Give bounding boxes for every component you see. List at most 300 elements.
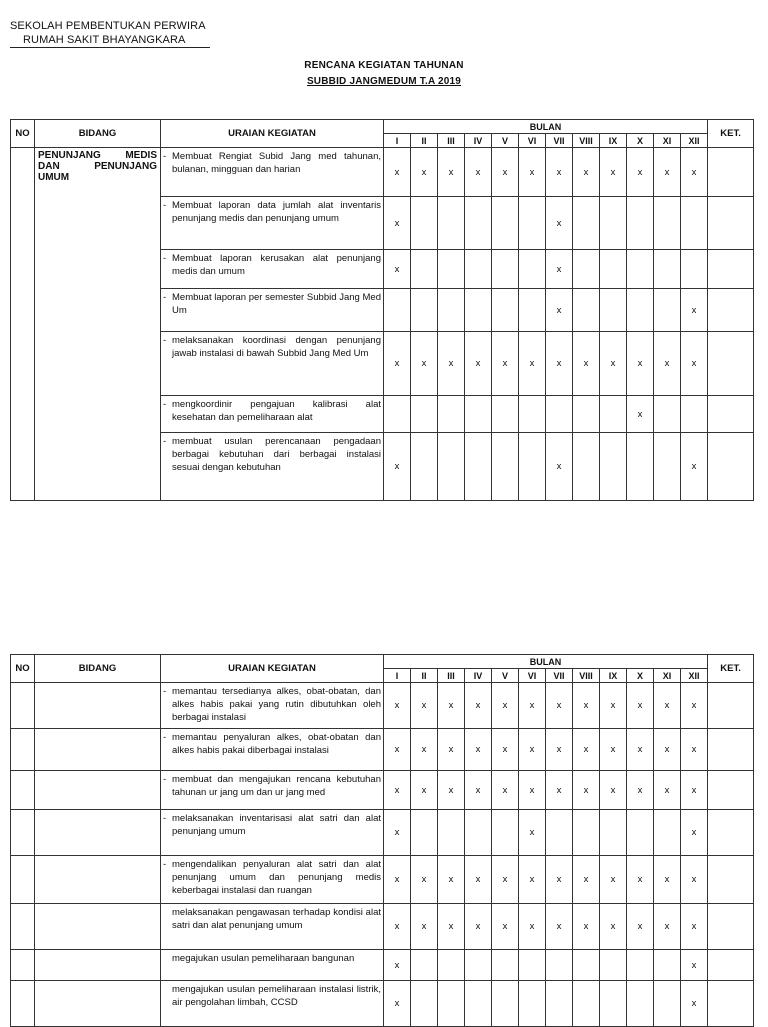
month-mark: x — [600, 332, 627, 396]
month-mark: x — [384, 683, 411, 729]
month-mark — [654, 197, 681, 250]
month-mark — [492, 396, 519, 433]
month-mark — [600, 197, 627, 250]
month-mark — [573, 433, 600, 501]
month-mark: x — [627, 771, 654, 810]
ket-cell — [708, 771, 754, 810]
month-mark: x — [384, 856, 411, 904]
month-mark: x — [384, 904, 411, 950]
table-row — [11, 904, 754, 950]
ket-cell — [708, 250, 754, 289]
month-mark: x — [627, 856, 654, 904]
month-mark: x — [384, 981, 411, 1027]
activity-description — [161, 197, 384, 250]
header-month: VIII — [573, 669, 600, 683]
month-mark — [438, 289, 465, 332]
header-month: IX — [600, 134, 627, 148]
activity-description — [161, 856, 384, 904]
month-mark — [573, 289, 600, 332]
month-mark — [438, 197, 465, 250]
month-mark: x — [546, 148, 573, 197]
month-mark — [600, 250, 627, 289]
header-month: VII — [546, 669, 573, 683]
month-mark: x — [627, 332, 654, 396]
month-mark — [600, 289, 627, 332]
month-mark: x — [600, 856, 627, 904]
month-mark — [438, 981, 465, 1027]
activity-description — [161, 250, 384, 289]
table-row — [11, 729, 754, 771]
header-no: NO — [11, 655, 35, 683]
ket-cell — [708, 904, 754, 950]
month-mark: x — [465, 856, 492, 904]
month-mark — [600, 396, 627, 433]
row-no — [11, 771, 35, 810]
month-mark — [600, 950, 627, 981]
table-row — [11, 981, 754, 1027]
month-mark: x — [492, 904, 519, 950]
month-mark: x — [519, 332, 546, 396]
month-mark — [384, 289, 411, 332]
month-mark — [627, 950, 654, 981]
month-mark: x — [573, 729, 600, 771]
table-row — [11, 856, 754, 904]
month-mark — [654, 250, 681, 289]
month-mark: x — [654, 771, 681, 810]
month-mark — [573, 981, 600, 1027]
activity-text: membuat usulan perencanaan pengadaan berbagai kebutuhan dari berbagai instalasi sesuai dengan kebutuhan — [172, 436, 381, 473]
month-mark: x — [384, 771, 411, 810]
month-mark: x — [411, 148, 438, 197]
header-month: I — [384, 134, 411, 148]
header-month: II — [411, 134, 438, 148]
month-mark — [411, 981, 438, 1027]
month-mark — [546, 810, 573, 856]
month-mark: x — [384, 433, 411, 501]
month-mark: x — [600, 148, 627, 197]
hospital-name: RUMAH SAKIT BHAYANGKARA — [23, 34, 186, 46]
header-bulan: BULAN — [384, 120, 708, 134]
ket-cell — [708, 856, 754, 904]
month-mark — [519, 289, 546, 332]
activity-description — [161, 396, 384, 433]
ket-cell — [708, 810, 754, 856]
activity-description — [161, 148, 384, 197]
activity-description — [161, 683, 384, 729]
month-mark: x — [384, 332, 411, 396]
month-mark — [546, 396, 573, 433]
month-mark: x — [465, 148, 492, 197]
month-mark: x — [546, 289, 573, 332]
month-mark: x — [681, 904, 708, 950]
month-mark — [411, 433, 438, 501]
month-mark — [627, 250, 654, 289]
month-mark — [492, 197, 519, 250]
month-mark: x — [384, 250, 411, 289]
month-mark — [492, 981, 519, 1027]
month-mark: x — [438, 904, 465, 950]
month-mark: x — [411, 771, 438, 810]
header-month: IV — [465, 134, 492, 148]
month-mark: x — [654, 856, 681, 904]
month-mark — [384, 396, 411, 433]
month-mark: x — [384, 950, 411, 981]
table-row — [11, 810, 754, 856]
month-mark — [627, 981, 654, 1027]
month-mark: x — [492, 148, 519, 197]
month-mark: x — [681, 810, 708, 856]
activity-description — [161, 433, 384, 501]
month-mark — [492, 810, 519, 856]
month-mark — [438, 396, 465, 433]
month-mark: x — [492, 729, 519, 771]
activity-table-1 — [10, 119, 754, 501]
month-mark: x — [492, 856, 519, 904]
header-month: III — [438, 669, 465, 683]
activity-text: Membuat laporan data jumlah alat inventaris penunjang medis dan penunjang umum — [172, 200, 381, 224]
month-mark: x — [438, 332, 465, 396]
header-month: XI — [654, 134, 681, 148]
header-month: I — [384, 669, 411, 683]
month-mark: x — [465, 729, 492, 771]
activity-table-2 — [10, 654, 754, 1027]
header-month: XI — [654, 669, 681, 683]
month-mark: x — [411, 904, 438, 950]
month-mark: x — [681, 332, 708, 396]
activity-text: megajukan usulan pemeliharaan bangunan — [172, 953, 355, 964]
ket-cell — [708, 289, 754, 332]
month-mark: x — [681, 683, 708, 729]
row-no — [11, 148, 35, 501]
activity-text: Membuat Rengiat Subid Jang med tahunan, bulanan, mingguan dan harian — [172, 151, 381, 175]
header-uraian: URAIAN KEGIATAN — [161, 120, 384, 148]
month-mark: x — [654, 332, 681, 396]
month-mark — [654, 950, 681, 981]
month-mark: x — [384, 197, 411, 250]
month-mark: x — [681, 771, 708, 810]
activity-text: mengajukan usulan pemeliharaan instalasi listrik, air pengolahan limbah, CCSD — [172, 984, 381, 1008]
month-mark — [627, 433, 654, 501]
ket-cell — [708, 332, 754, 396]
month-mark: x — [411, 729, 438, 771]
bullet-dash: - — [163, 813, 167, 824]
month-mark: x — [546, 683, 573, 729]
bullet-dash: - — [163, 686, 167, 697]
bullet-dash: - — [163, 335, 167, 346]
month-mark: x — [627, 683, 654, 729]
bullet-dash: - — [163, 253, 167, 264]
month-mark — [573, 950, 600, 981]
month-mark — [438, 950, 465, 981]
activity-description — [161, 950, 384, 981]
month-mark — [654, 981, 681, 1027]
month-mark — [411, 197, 438, 250]
month-mark: x — [654, 683, 681, 729]
header-bidang: BIDANG — [35, 120, 161, 148]
month-mark — [573, 396, 600, 433]
activity-text: melaksanakan inventarisasi alat satri dan alat penunjang umum — [172, 813, 381, 837]
month-mark: x — [438, 729, 465, 771]
month-mark: x — [546, 433, 573, 501]
ket-cell — [708, 981, 754, 1027]
header-month: II — [411, 669, 438, 683]
month-mark: x — [681, 856, 708, 904]
month-mark: x — [681, 729, 708, 771]
month-mark — [627, 197, 654, 250]
month-mark — [519, 433, 546, 501]
month-mark: x — [519, 904, 546, 950]
month-mark: x — [519, 771, 546, 810]
bullet-dash: - — [163, 436, 167, 447]
month-mark — [600, 433, 627, 501]
month-mark — [519, 197, 546, 250]
ket-cell — [708, 433, 754, 501]
activity-text: melaksanakan koordinasi dengan penunjang jawab instalasi di bawah Subbid Jang Med Um — [172, 335, 381, 359]
month-mark: x — [546, 197, 573, 250]
row-no — [11, 729, 35, 771]
activity-text: memantau penyaluran alkes, obat-obatan dan alkes habis pakai diberbagai instalasi — [172, 732, 381, 756]
bidang-cell — [35, 810, 161, 856]
row-no — [11, 981, 35, 1027]
bullet-dash: - — [163, 774, 167, 785]
month-mark — [492, 950, 519, 981]
table-row — [11, 950, 754, 981]
ket-cell — [708, 197, 754, 250]
header-month: V — [492, 134, 519, 148]
bidang-cell — [35, 683, 161, 729]
month-mark: x — [384, 148, 411, 197]
header-month: XII — [681, 669, 708, 683]
header-month: VI — [519, 669, 546, 683]
month-mark — [438, 433, 465, 501]
month-mark: x — [573, 856, 600, 904]
month-mark — [654, 433, 681, 501]
month-mark — [681, 396, 708, 433]
month-mark — [411, 250, 438, 289]
month-mark — [600, 981, 627, 1027]
header-month: X — [627, 134, 654, 148]
month-mark: x — [546, 904, 573, 950]
month-mark: x — [573, 332, 600, 396]
month-mark — [519, 250, 546, 289]
ket-cell — [708, 148, 754, 197]
month-mark — [546, 981, 573, 1027]
month-mark — [411, 289, 438, 332]
header-month: X — [627, 669, 654, 683]
month-mark: x — [465, 771, 492, 810]
month-mark — [573, 197, 600, 250]
month-mark: x — [654, 729, 681, 771]
bullet-dash — [163, 952, 172, 965]
month-mark: x — [384, 810, 411, 856]
month-mark — [519, 950, 546, 981]
header-no: NO — [11, 120, 35, 148]
month-mark: x — [627, 904, 654, 950]
month-mark: x — [627, 396, 654, 433]
month-mark: x — [573, 771, 600, 810]
month-mark — [573, 810, 600, 856]
activity-text: Membuat laporan per semester Subbid Jang Med Um — [172, 292, 381, 316]
month-mark — [519, 981, 546, 1027]
bidang-cell — [35, 904, 161, 950]
month-mark: x — [546, 332, 573, 396]
activity-text: mengkoordinir pengajuan kalibrasi alat kesehatan dan pemeliharaan alat — [172, 399, 381, 423]
header-ket: KET. — [708, 655, 754, 683]
header-bidang: BIDANG — [35, 655, 161, 683]
bidang-cell — [35, 729, 161, 771]
month-mark — [411, 950, 438, 981]
bullet-dash — [163, 983, 172, 1009]
month-mark: x — [411, 683, 438, 729]
bidang-cell — [35, 981, 161, 1027]
month-mark: x — [546, 729, 573, 771]
header-month: VI — [519, 134, 546, 148]
header-month: IV — [465, 669, 492, 683]
bidang-cell — [35, 950, 161, 981]
month-mark — [465, 433, 492, 501]
month-mark: x — [519, 856, 546, 904]
month-mark: x — [573, 683, 600, 729]
month-mark: x — [465, 683, 492, 729]
bullet-dash — [163, 906, 172, 932]
month-mark — [492, 433, 519, 501]
month-mark: x — [681, 950, 708, 981]
header-month: III — [438, 134, 465, 148]
month-mark — [654, 810, 681, 856]
activity-description — [161, 332, 384, 396]
month-mark: x — [438, 771, 465, 810]
bullet-dash: - — [163, 200, 167, 211]
header-bulan: BULAN — [384, 655, 708, 669]
month-mark: x — [384, 729, 411, 771]
row-no — [11, 904, 35, 950]
row-no — [11, 950, 35, 981]
month-mark: x — [465, 332, 492, 396]
header-divider — [10, 47, 210, 48]
row-no — [11, 683, 35, 729]
activity-description — [161, 904, 384, 950]
header-month: VIII — [573, 134, 600, 148]
month-mark — [411, 810, 438, 856]
activity-description — [161, 810, 384, 856]
month-mark — [465, 197, 492, 250]
month-mark: x — [492, 771, 519, 810]
month-mark: x — [465, 904, 492, 950]
month-mark: x — [627, 148, 654, 197]
header-month: V — [492, 669, 519, 683]
activity-text: mengendalikan penyaluran alat satri dan alat penunjang umum dan penunjang medis keberbagai instalasi dan ruangan — [172, 859, 381, 896]
table-row — [11, 148, 754, 197]
ket-cell — [708, 950, 754, 981]
ket-cell — [708, 729, 754, 771]
header-month: IX — [600, 669, 627, 683]
ket-cell — [708, 683, 754, 729]
month-mark — [600, 810, 627, 856]
month-mark — [681, 250, 708, 289]
month-mark: x — [519, 729, 546, 771]
activity-description — [161, 729, 384, 771]
school-name: SEKOLAH PEMBENTUKAN PERWIRA — [10, 20, 206, 32]
month-mark: x — [519, 683, 546, 729]
activity-text: Membuat laporan kerusakan alat penunjang medis dan umum — [172, 253, 381, 277]
month-mark: x — [600, 729, 627, 771]
month-mark — [654, 396, 681, 433]
activity-text: memantau tersedianya alkes, obat-obatan, dan alkes habis pakai yang rutin dibutuhkan oleh berbagai instalasi — [172, 686, 381, 723]
month-mark: x — [654, 904, 681, 950]
activity-description — [161, 289, 384, 332]
row-no — [11, 856, 35, 904]
bullet-dash: - — [163, 859, 167, 870]
month-mark: x — [681, 289, 708, 332]
month-mark: x — [411, 332, 438, 396]
month-mark: x — [573, 148, 600, 197]
month-mark — [438, 250, 465, 289]
month-mark — [492, 289, 519, 332]
bidang-cell: PENUNJANG MEDIS DAN PENUNJANG UMUM — [35, 148, 161, 501]
month-mark: x — [546, 856, 573, 904]
month-mark: x — [546, 771, 573, 810]
table-row — [11, 683, 754, 729]
month-mark — [465, 981, 492, 1027]
month-mark — [573, 250, 600, 289]
month-mark — [492, 250, 519, 289]
month-mark: x — [519, 148, 546, 197]
month-mark: x — [438, 683, 465, 729]
month-mark — [465, 950, 492, 981]
month-mark — [411, 396, 438, 433]
month-mark: x — [681, 148, 708, 197]
month-mark — [627, 289, 654, 332]
bullet-dash: - — [163, 292, 167, 303]
page-title: RENCANA KEGIATAN TAHUNAN — [304, 60, 464, 71]
row-no — [11, 810, 35, 856]
month-mark: x — [681, 433, 708, 501]
bidang-cell — [35, 771, 161, 810]
header-month: VII — [546, 134, 573, 148]
bullet-dash: - — [163, 399, 167, 410]
month-mark — [438, 810, 465, 856]
month-mark: x — [492, 683, 519, 729]
month-mark: x — [600, 683, 627, 729]
activity-description — [161, 981, 384, 1027]
header-month: XII — [681, 134, 708, 148]
month-mark: x — [600, 904, 627, 950]
month-mark: x — [492, 332, 519, 396]
month-mark — [681, 197, 708, 250]
month-mark: x — [519, 810, 546, 856]
month-mark: x — [438, 148, 465, 197]
month-mark: x — [654, 148, 681, 197]
month-mark — [465, 250, 492, 289]
month-mark — [546, 950, 573, 981]
month-mark — [465, 289, 492, 332]
month-mark: x — [600, 771, 627, 810]
month-mark — [654, 289, 681, 332]
bullet-dash: - — [163, 732, 167, 743]
activity-text: membuat dan mengajukan rencana kebutuhan tahunan ur jang um dan ur jang med — [172, 774, 381, 798]
month-mark: x — [546, 250, 573, 289]
month-mark: x — [681, 981, 708, 1027]
month-mark: x — [627, 729, 654, 771]
month-mark — [519, 396, 546, 433]
header-ket: KET. — [708, 120, 754, 148]
table-row — [11, 771, 754, 810]
month-mark: x — [573, 904, 600, 950]
month-mark — [465, 396, 492, 433]
bidang-cell — [35, 856, 161, 904]
month-mark — [627, 810, 654, 856]
page-subtitle: SUBBID JANGMEDUM T.A 2019 — [306, 76, 462, 87]
